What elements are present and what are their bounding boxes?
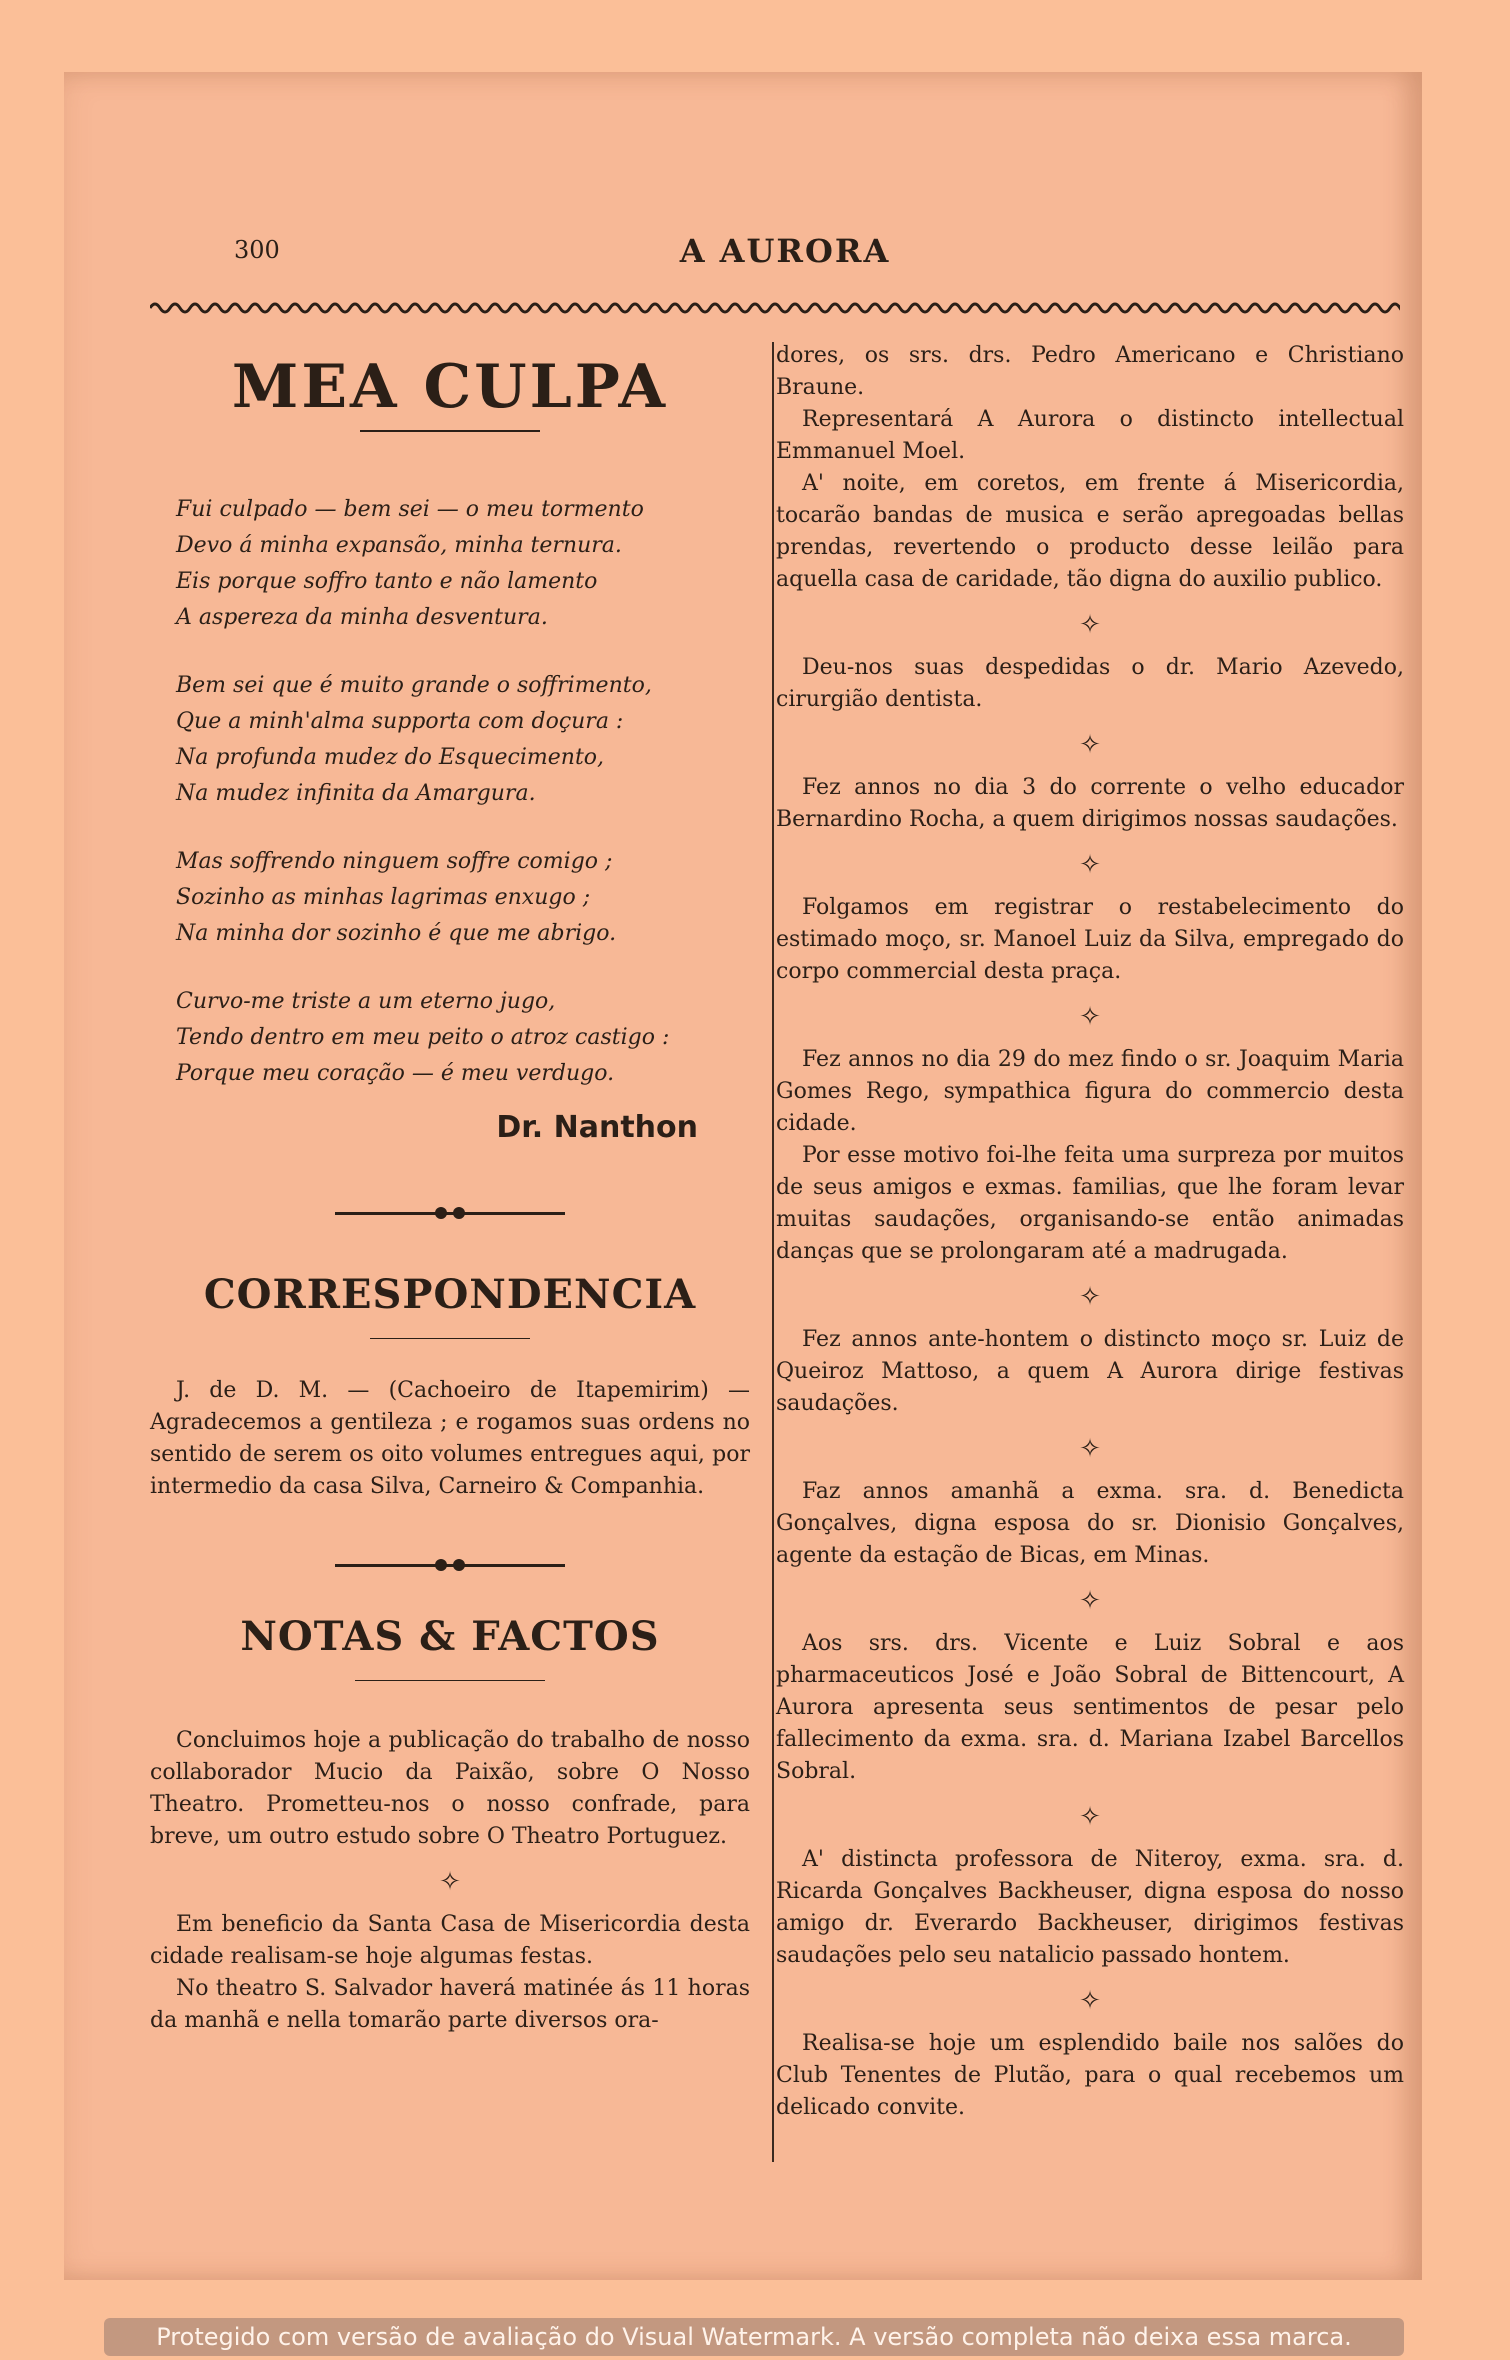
- star-separator: ✧: [1079, 610, 1101, 640]
- news-note: A' distincta professora de Niteroy, exma. sra. d. Ricarda Gonçalves Backheuser, digna esposa do nosso amigo dr. Everardo Backheuser, dirigimos festivas saudações pelo seu natalicio passado hontem.: [776, 1847, 1404, 1968]
- poem-line: Fui culpado — bem sei — o meu tormento: [176, 497, 644, 522]
- poem-line: Na minha dor sozinho é que me abrigo.: [176, 921, 617, 946]
- star-separator: ✧: [1079, 1282, 1101, 1312]
- correspondencia-title: CORRESPONDENCIA: [203, 1271, 697, 1318]
- poem-line: Mas soffrendo ninguem soffre comigo ;: [176, 849, 613, 874]
- stanza: [176, 668, 750, 812]
- poem-line: Na profunda mudez do Esquecimento,: [176, 745, 605, 770]
- notas-paragraph: No theatro S. Salvador haverá matinée ás 11 horas da manhã e nella tomarão parte diversos ora-: [150, 1976, 750, 2033]
- wavy-rule: [150, 298, 1400, 318]
- poem-line: Tendo dentro em meu peito o atroz castigo :: [176, 1025, 670, 1050]
- poem-title: MEA CULPA: [231, 352, 669, 422]
- stanza: [176, 844, 750, 952]
- section-rule: [355, 1680, 545, 1681]
- section-ornament: [335, 1205, 565, 1221]
- poem-line: Devo á minha expansão, minha ternura.: [176, 533, 622, 558]
- stanza: [176, 492, 750, 636]
- news-paragraph: dores, os srs. drs. Pedro Americano e Christiano Braune.: [776, 343, 1404, 400]
- star-separator: ✧: [439, 1867, 461, 1897]
- news-note: Fez annos no dia 29 do mez findo o sr. Joaquim Maria Gomes Rego, sympathica figura do commercio desta cidade.: [776, 1047, 1404, 1136]
- running-title: A AURORA: [679, 232, 891, 270]
- right-column: [776, 340, 1404, 2124]
- poem-line: Na mudez infinita da Amargura.: [176, 781, 536, 806]
- left-column: [150, 340, 750, 2037]
- poem-line: A aspereza da minha desventura.: [176, 605, 548, 630]
- title-rule: [360, 430, 540, 432]
- news-paragraph: A' noite, em coretos, em frente á Misericordia, tocarão bandas de musica e serão apregoadas bellas prendas, revertendo o producto desse leilão para aquella casa de caridade, tão digna do auxilio publico.: [776, 471, 1404, 592]
- section-ornament: [335, 1557, 565, 1573]
- stanza: [176, 984, 750, 1092]
- poem-line: Sozinho as minhas lagrimas enxugo ;: [176, 885, 591, 910]
- poem-line: Bem sei que é muito grande o soffrimento,: [176, 673, 652, 698]
- correspondencia-text-block: [150, 1375, 750, 1503]
- news-note: Folgamos em registrar o restabelecimento do estimado moço, sr. Manoel Luiz da Silva, empregado do corpo commercial desta praça.: [776, 895, 1404, 984]
- news-paragraph: Representará A Aurora o distincto intellectual Emmanuel Moel.: [776, 407, 1404, 464]
- star-separator: ✧: [1079, 1986, 1101, 2016]
- news-note: Faz annos amanhã a exma. sra. d. Benedicta Gonçalves, digna esposa do sr. Dionisio Gonçalves, agente da estação de Bicas, em Minas.: [776, 1479, 1404, 1568]
- page-header: [170, 160, 1400, 270]
- star-separator: ✧: [1079, 730, 1101, 760]
- page-number: 300: [234, 236, 280, 264]
- star-separator: ✧: [1079, 1802, 1101, 1832]
- correspondencia-text: J. de D. M. — (Cachoeiro de Itapemirim) — Agradecemos a gentileza ; e rogamos suas ordens no sentido de serem os oito volumes entregues aqui, por intermedio da casa Silva, Carneiro & Companhia.: [150, 1378, 750, 1499]
- section-rule: [370, 1338, 530, 1339]
- notas-title: NOTAS & FACTOS: [240, 1613, 660, 1660]
- notas-text-block: [150, 1725, 750, 2037]
- watermark-banner: Protegido com versão de avaliação do Visual Watermark. A versão completa não deixa essa marca.: [104, 2318, 1404, 2356]
- star-separator: ✧: [1079, 1586, 1101, 1616]
- star-separator: ✧: [1079, 1434, 1101, 1464]
- star-separator: ✧: [1079, 850, 1101, 880]
- notas-paragraph: Concluimos hoje a publicação do trabalho de nosso collaborador Mucio da Paixão, sobre O Nosso Theatro. Prometteu-nos o nosso confrade, para breve, um outro estudo sobre O Theatro Portuguez.: [150, 1728, 750, 1849]
- news-note: Aos srs. drs. Vicente e Luiz Sobral e aos pharmaceuticos José e João Sobral de Bittencourt, A Aurora apresenta seus sentimentos de pesar pelo fallecimento da exma. sra. d. Mariana Izabel Barcellos Sobral.: [776, 1631, 1404, 1784]
- news-note-continuation: Por esse motivo foi-lhe feita uma surpreza por muitos de seus amigos e exmas. familias, que lhe foram levar muitas saudações, organisando-se então animadas danças que se prolongaram até a madrugada.: [776, 1143, 1404, 1264]
- news-note: Deu-nos suas despedidas o dr. Mario Azevedo, cirurgião dentista.: [776, 655, 1404, 712]
- poem-line: Eis porque soffro tanto e não lamento: [176, 569, 598, 594]
- news-note: Fez annos ante-hontem o distincto moço sr. Luiz de Queiroz Mattoso, a quem A Aurora dirige festivas saudações.: [776, 1327, 1404, 1416]
- poem-line: Que a minh'alma supporta com doçura :: [176, 709, 624, 734]
- poem-author: Dr. Nanthon: [496, 1110, 698, 1145]
- column-divider: [772, 342, 774, 2162]
- news-note: Fez annos no dia 3 do corrente o velho educador Bernardino Rocha, a quem dirigimos nossas saudações.: [776, 775, 1404, 832]
- news-note: Realisa-se hoje um esplendido baile nos salões do Club Tenentes de Plutão, para o qual recebemos um delicado convite.: [776, 2031, 1404, 2120]
- star-separator: ✧: [1079, 1002, 1101, 1032]
- notas-paragraph: Em beneficio da Santa Casa de Misericordia desta cidade realisam-se hoje algumas festas.: [150, 1912, 750, 1969]
- poem-line: Porque meu coração — é meu verdugo.: [176, 1061, 615, 1086]
- poem-line: Curvo-me triste a um eterno jugo,: [176, 989, 556, 1014]
- poem: [150, 492, 750, 1092]
